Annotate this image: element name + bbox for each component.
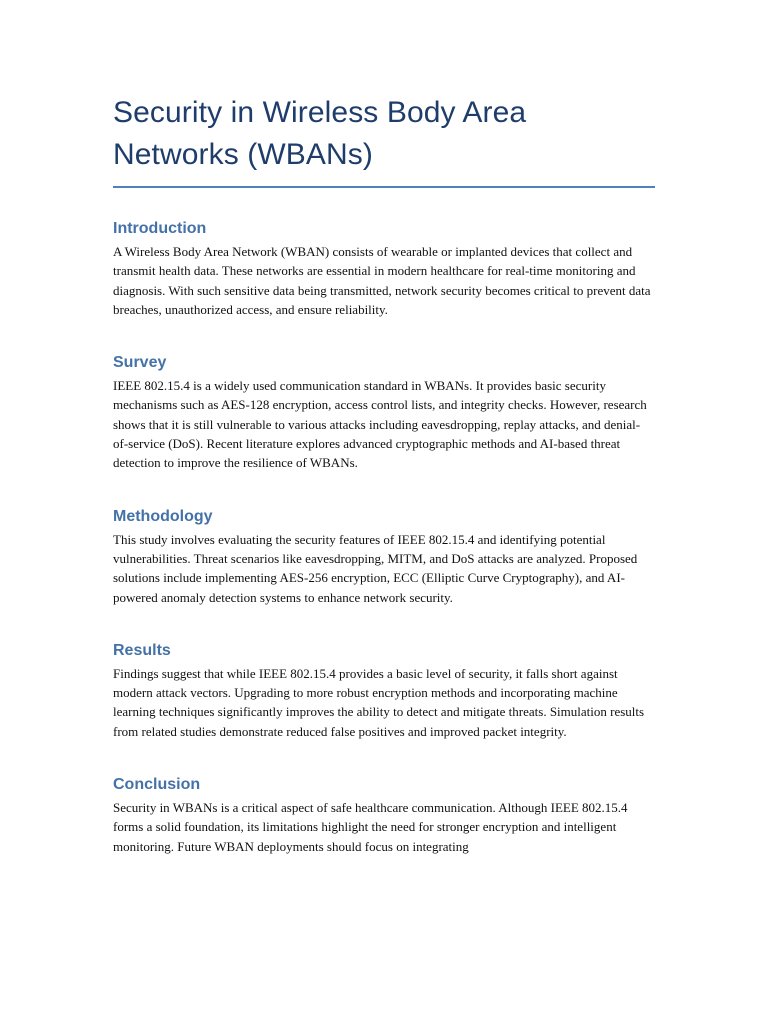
section-body-methodology: This study involves evaluating the security features of IEEE 802.15.4 and identifying potential vulnerabilities. Threat scenarios like eavesdropping, MITM, and DoS attacks are analyzed. Proposed solutions include implementing AES-256 encryption, ECC (Elliptic Curve Cryptography), and AI-powered anomaly detection systems to enhance network security. xyxy=(113,531,638,605)
section-heading-methodology: Methodology xyxy=(113,507,213,525)
document-page xyxy=(113,92,655,856)
section-body-conclusion: Security in WBANs is a critical aspect of safe healthcare communication. Although IEEE 802.15.4 forms a solid foundation, its limitations highlight the need for stronger encryption and intelligent monitoring. Future WBAN deployments should focus on integrating xyxy=(113,800,628,854)
section-heading-results: Results xyxy=(113,641,171,659)
section-body-survey: IEEE 802.15.4 is a widely used communication standard in WBANs. It provides basic security mechanisms such as AES-128 encryption, access control lists, and integrity checks. However, research shows that it is still vulnerable to various attacks including eavesdropping, replay attacks, and denial-of-service (DoS). Recent literature explores advanced cryptographic methods and AI-based threat detection to improve the resilience of WBANs. xyxy=(113,378,647,471)
section-introduction xyxy=(113,218,655,319)
section-conclusion xyxy=(113,774,655,856)
section-methodology xyxy=(113,506,655,607)
section-body-results: Findings suggest that while IEEE 802.15.4 provides a basic level of security, it falls short against modern attack vectors. Upgrading to more robust encryption methods and incorporating machine learning techniques significantly improves the ability to detect and mitigate threats. Simulation results from related studies demonstrate reduced false positives and improved packet integrity. xyxy=(113,665,645,739)
section-heading-introduction: Introduction xyxy=(113,220,207,237)
title-divider xyxy=(113,186,655,188)
section-heading-conclusion: Conclusion xyxy=(113,776,201,794)
section-survey xyxy=(113,352,655,472)
section-results xyxy=(113,640,655,741)
section-heading-survey: Survey xyxy=(113,354,167,372)
section-body-introduction: A Wireless Body Area Network (WBAN) consists of wearable or implanted devices that collect and transmit health data. These networks are essential in modern healthcare for real-time monitoring and diagnosis. With such sensitive data being transmitted, network security becomes critical to prevent data breaches, unauthorized access, and ensure reliability. xyxy=(113,244,651,317)
document-title: Security in Wireless Body Area Networks (WBANs) xyxy=(113,96,527,171)
